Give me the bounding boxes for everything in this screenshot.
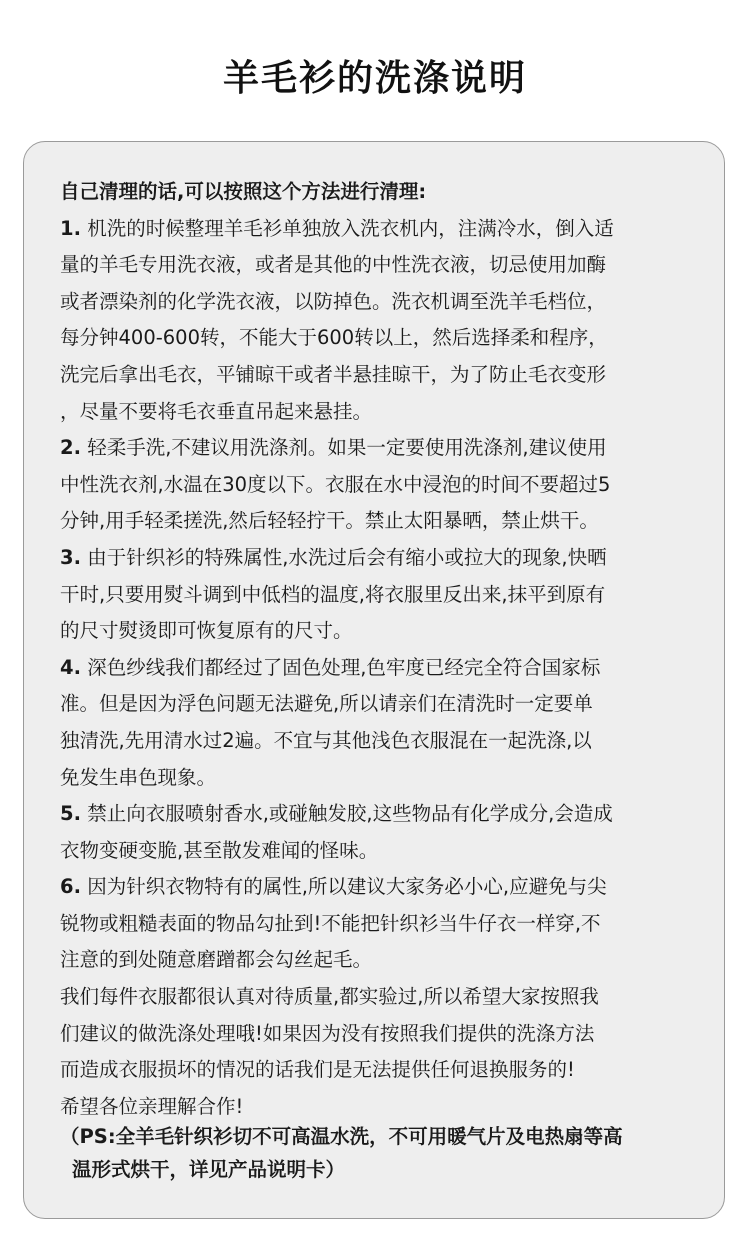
instruction-item-1 [60, 211, 700, 431]
intro-line: 自己清理的话,可以按照这个方法进行清理: [60, 180, 427, 203]
item-number: 5. [60, 802, 81, 826]
item-line: 的尺寸熨烫即可恢复原有的尺寸。 [60, 619, 353, 643]
item-number: 4. [60, 655, 81, 679]
closing-line: 们建议的做洗涤处理哦!如果因为没有按照我们提供的洗涤方法 [60, 1021, 595, 1045]
closing-paragraph [60, 979, 700, 1125]
item-line: 或者漂染剂的化学洗衣液，以防掉色。洗衣机调至洗羊毛档位， [60, 289, 607, 313]
instruction-item-4 [60, 650, 700, 796]
instruction-item-5 [60, 796, 700, 869]
page-title: 羊毛衫的洗涤说明 [222, 58, 527, 99]
item-number: 6. [60, 875, 81, 899]
item-line: 衣物变硬变脆,甚至散发难闻的怪味。 [60, 838, 379, 862]
item-line [60, 796, 700, 833]
item-line: 准。但是因为浮色问题无法避免,所以请亲们在清洗时一定要单 [60, 692, 593, 716]
item-line: 锐物或粗糙表面的物品勾扯到!不能把针织衫当牛仔衣一样穿,不 [60, 911, 601, 935]
ps-note [60, 1120, 710, 1186]
item-text: 轻柔手洗,不建议用洗涤剂。如果一定要使用洗涤剂,建议使用 [87, 436, 607, 460]
item-line: 注意的到处随意磨蹭都会勾丝起毛。 [60, 948, 373, 972]
closing-line: 而造成衣服损坏的情况的话我们是无法提供任何退换服务的! [60, 1058, 575, 1082]
item-line [60, 869, 700, 906]
item-text: 禁止向衣服喷射香水,或碰触发胶,这些物品有化学成分,会造成 [87, 802, 613, 826]
item-number: 1. [60, 216, 81, 240]
closing-line: 我们每件衣服都很认真对待质量,都实验过,所以希望大家按照我 [60, 985, 599, 1009]
instruction-item-3 [60, 540, 700, 650]
item-line [60, 650, 700, 687]
item-line [60, 211, 700, 248]
item-line: 分钟,用手轻柔搓洗,然后轻轻拧干。禁止太阳暴晒，禁止烘干。 [60, 509, 599, 533]
item-line: ，尽量不要将毛衣垂直吊起来悬挂。 [60, 399, 373, 423]
item-line [60, 430, 700, 467]
item-line [60, 540, 700, 577]
ps-line: 温形式烘干，详见产品说明卡） [72, 1158, 346, 1181]
item-line: 量的羊毛专用洗衣液，或者是其他的中性洗衣液，切忌使用加酶 [60, 253, 607, 277]
instruction-item-2 [60, 430, 700, 540]
item-line: 干时,只要用熨斗调到中低档的温度,将衣服里反出来,抹平到原有 [60, 582, 606, 606]
item-line: 每分钟400-600转，不能大于600转以上，然后选择柔和程序， [60, 326, 608, 350]
item-line: 洗完后拿出毛衣，平铺晾干或者半悬挂晾干，为了防止毛衣变形 [60, 362, 607, 386]
instructions-card [23, 141, 725, 1219]
item-text: 深色纱线我们都经过了固色处理,色牢度已经完全符合国家标 [87, 655, 601, 679]
item-number: 2. [60, 436, 81, 460]
item-text: 机洗的时候整理羊毛衫单独放入洗衣机内，注满冷水，倒入适 [87, 216, 614, 240]
item-line: 免发生串色现象。 [60, 765, 217, 789]
item-text: 由于针织衫的特殊属性,水洗过后会有缩小或拉大的现象,快晒 [87, 545, 607, 569]
item-number: 3. [60, 545, 81, 569]
instructions-body [60, 174, 700, 1125]
item-line: 独清洗,先用清水过2遍。不宜与其他浅色衣服混在一起洗涤,以 [60, 728, 592, 752]
item-line: 中性洗衣剂,水温在30度以下。衣服在水中浸泡的时间不要超过5 [60, 472, 611, 496]
item-text: 因为针织衣物特有的属性,所以建议大家务必小心,应避免与尖 [87, 875, 607, 899]
instruction-item-6 [60, 869, 700, 979]
ps-line: （PS:全羊毛针织衫切不可高温水洗，不可用暖气片及电热扇等高 [60, 1125, 623, 1148]
closing-line: 希望各位亲理解合作! [60, 1094, 244, 1118]
